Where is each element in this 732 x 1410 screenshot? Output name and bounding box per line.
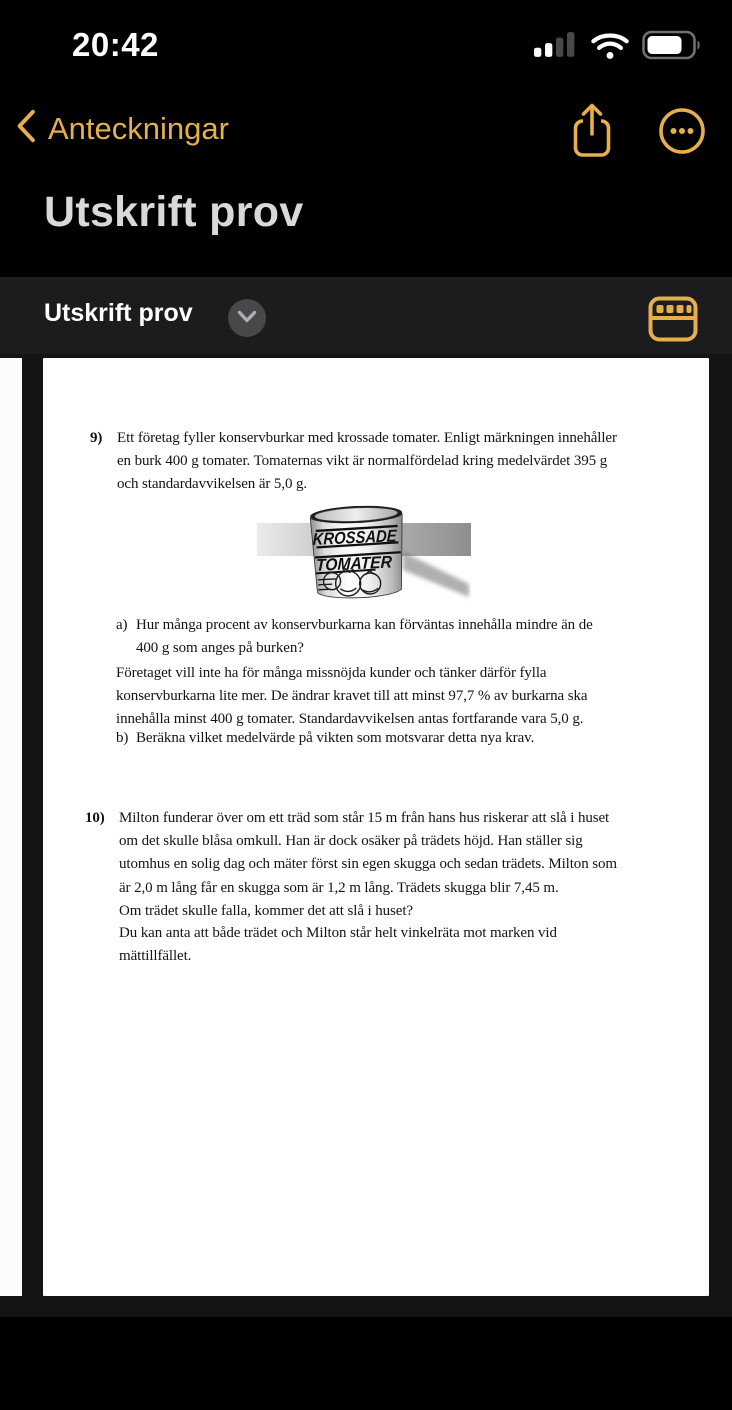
toolbar-grid-button[interactable] [648, 296, 698, 345]
status-time: 20:42 [72, 26, 159, 63]
can-label-line2: TOMATER [315, 552, 399, 575]
previous-page-edge [0, 358, 22, 1296]
problem-10-intro: Milton funderar över om ett träd som står 15 m från hans hus riskerar att slå i huset om det skulle blåsa omkull. Han är dock osäker på trädets höjd. Han ställer sig utomhus en solig dag och mäter först sin egen skugga och sedan trädets. Milton som är 2,0 m lång får en skugga som är 1,2 m lång. Trädets skugga blir 7,45 m. Om trädet skulle falla, kommer det att slå i huset? [119, 810, 617, 919]
toolbar-grid-icon [648, 330, 698, 345]
attachment-title: Utskrift prov [44, 299, 193, 327]
pdf-viewer[interactable] [0, 354, 732, 1317]
part-b-label: b) [116, 730, 129, 746]
cellular-signal-icon [534, 30, 578, 65]
pdf-page [43, 358, 709, 1296]
part-b-text: Beräkna vilket medelvärde på vikten som motsvarar detta nya krav. [136, 730, 535, 746]
problem-9-paragraph: Företaget vill inte ha för många missnöjda kunder och tänker därför fylla konservburkarna lite mer. De ändrar kravet till att minst 97,7 % av burkarna ska innehålla minst 400 g tomater. Standardavvikelsen antas fortfarande vara 5,0 g. [116, 665, 588, 728]
note-title: Utskrift prov [44, 188, 304, 236]
chevron-left-icon [14, 106, 38, 151]
battery-icon [642, 30, 704, 65]
share-icon[interactable] [570, 102, 614, 165]
chevron-down-icon [237, 310, 257, 327]
problem-number: 9) [90, 430, 103, 446]
can-label-line1: KROSSADE [312, 525, 410, 549]
nav-actions [570, 102, 706, 165]
problem-number: 10) [85, 810, 105, 826]
tomato-can-image [257, 502, 471, 611]
attachment-title-bar [0, 277, 732, 354]
problem-10-note: Du kan anta att både trädet och Milton står helt vinkelräta mot marken vid mättillfället. [119, 925, 557, 965]
part-a-text: Hur många procent av konservburkarna kan förväntas innehålla mindre än de 400 g som anges på burken? [136, 617, 593, 657]
wifi-icon [591, 31, 629, 65]
back-button-label: Anteckningar [48, 110, 229, 146]
problem-9-intro: Ett företag fyller konservburkar med krossade tomater. Enligt märkningen innehåller en burk 400 g tomater. Tomaternas vikt är normalfördelad kring medelvärdet 395 g och standardavvikelsen är 5,0 g. [117, 430, 617, 493]
part-a-label: a) [116, 617, 128, 633]
status-icons [534, 30, 704, 65]
attachment-dropdown-button[interactable] [228, 299, 266, 337]
more-options-icon[interactable] [658, 107, 706, 160]
back-button[interactable] [14, 106, 229, 151]
